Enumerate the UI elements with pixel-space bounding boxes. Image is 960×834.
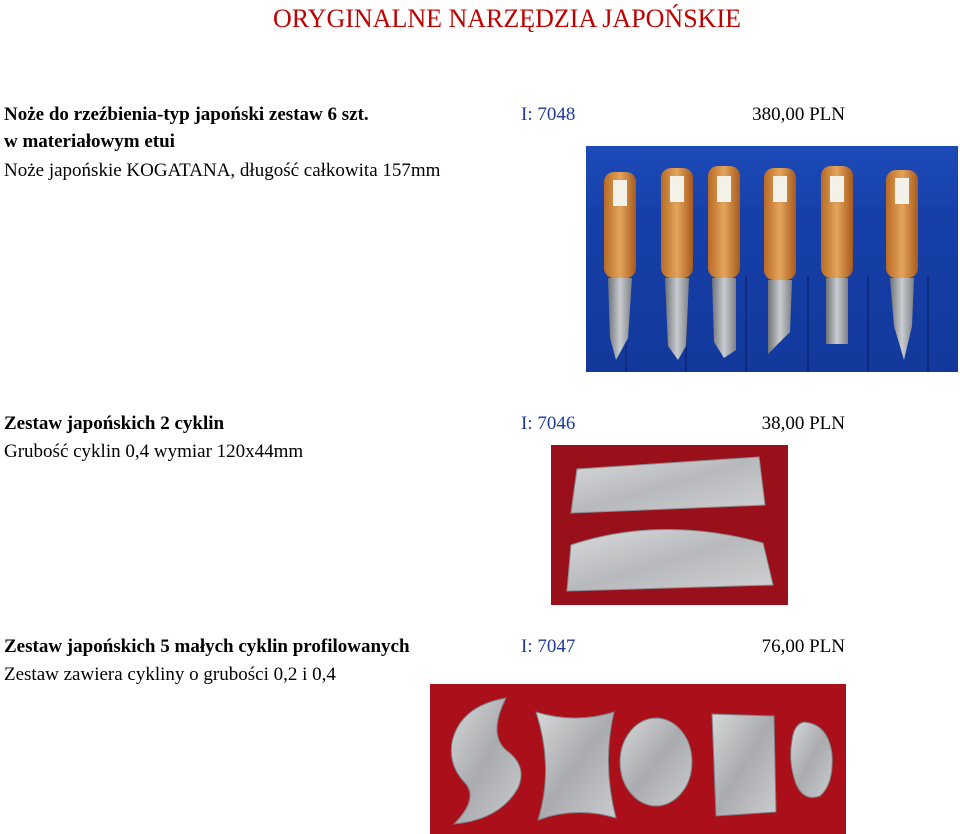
product-code: I: 7046 (521, 413, 576, 434)
product-description: Zestaw zawiera cykliny o grubości 0,2 i 0,4 (4, 664, 336, 685)
product-code: I: 7048 (521, 104, 576, 125)
product-name: Zestaw japońskich 2 cyklin (4, 413, 225, 434)
product-name: Zestaw japońskich 5 małych cyklin profilowanych (4, 636, 410, 657)
product-photo-knives (586, 146, 958, 372)
product-name: Noże do rzeźbienia-typ japoński zestaw 6 szt. (4, 104, 369, 125)
product-code: I: 7047 (521, 636, 576, 657)
product-description: Grubość cyklin 0,4 wymiar 120x44mm (4, 441, 304, 462)
page-title: ORYGINALNE NARZĘDZIA JAPOŃSKIE (273, 4, 741, 33)
product-price: 380,00 PLN (752, 104, 845, 125)
product-photo-profiled-scrapers (430, 684, 846, 834)
product-description: Noże japońskie KOGATANA, długość całkowita 157mm (4, 160, 441, 181)
product-price: 38,00 PLN (761, 413, 845, 434)
product-photo-scrapers (551, 445, 788, 605)
product-subtitle: w materiałowym etui (4, 131, 175, 152)
product-price: 76,00 PLN (761, 636, 845, 657)
